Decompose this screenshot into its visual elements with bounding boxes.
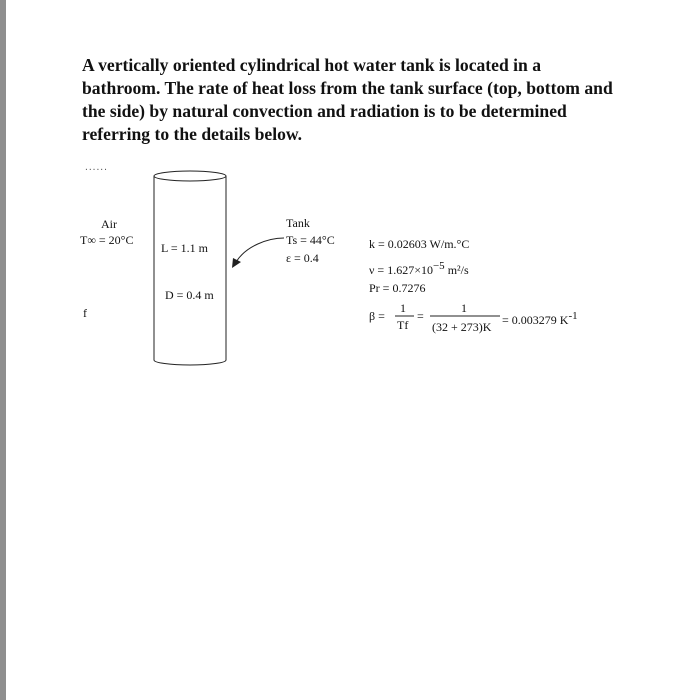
beta-numerator-1: 1 [400,301,406,315]
diameter-label: D = 0.4 m [165,288,214,302]
beta-numerator-2: 1 [461,301,467,315]
problem-statement: A vertically oriented cylindrical hot water tank is located in a bathroom. The rate of heat loss from the tank surface (top, bottom and the side) by natural convection and radiation is to be determined referring to the details below. [82,55,613,144]
beta-result-exponent: -1 [568,310,578,322]
thermal-conductivity: k = 0.02603 W/m.°C [369,237,470,251]
beta-result-value: = 0.003279 K [502,313,569,327]
beta-symbol: β = [369,309,385,323]
cylinder [154,171,226,365]
arrow-head-icon [232,258,241,268]
air-temperature: T∞ = 20°C [80,233,134,247]
beta-denominator-1: Tf [397,318,409,332]
beta-equals: = [417,309,424,323]
viscosity-base: ν = 1.627×10 [369,263,433,277]
beta-denominator-2: (32 + 273)K [432,320,492,334]
viscosity-exponent: −5 [432,260,445,272]
prandtl-number: Pr = 0.7276 [369,281,426,295]
kinematic-viscosity [369,259,469,277]
emissivity-label: ε = 0.4 [286,251,319,265]
beta-result [502,309,578,327]
length-label: L = 1.1 m [161,241,208,255]
viscosity-unit: m²/s [444,263,469,277]
pointer-arrow [236,238,284,262]
separator-dots: ...... [84,163,107,172]
stray-mark: f [83,306,87,320]
air-label: Air [101,217,117,231]
tank-surface-temperature: Ts = 44°C [286,233,335,247]
tank-label: Tank [286,216,310,230]
